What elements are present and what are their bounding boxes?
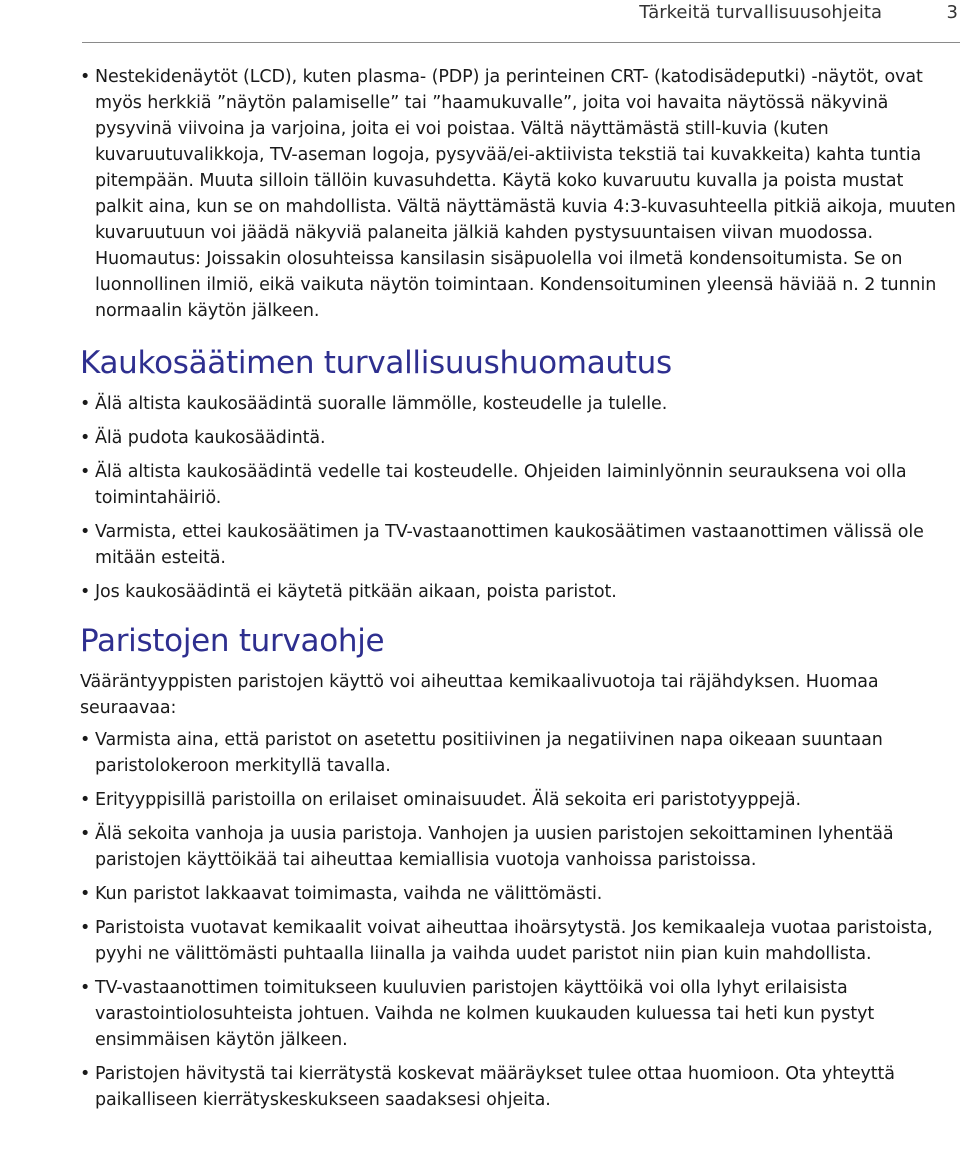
condensation-note: Huomautus: Joissakin olosuhteissa kansilasin sisäpuolella voi ilmetä kondensoitumista. Se on luonnollinen ilmiö, eikä vaikuta näytön toimintaan. Kondensoituminen yleensä häviää n. 2 tunnin normaalin käytön jälkeen. [95, 249, 937, 321]
battery-safety-list [80, 727, 956, 1113]
intro-list [80, 64, 956, 324]
list-item: • Älä sekoita vanhoja ja uusia paristoja. Vanhojen ja uusien paristojen sekoittaminen lyhentää paristojen käyttöikää tai aiheuttaa kemiallisia vuotoja vanhoissa paristoissa. [80, 821, 956, 873]
list-item: • Erityyppisillä paristoilla on erilaiset ominaisuudet. Älä sekoita eri paristotyyppejä. [80, 787, 956, 813]
list-item: • Jos kaukosäädintä ei käytetä pitkään aikaan, poista paristot. [80, 579, 956, 605]
list-item: • Kun paristot lakkaavat toimimasta, vaihda ne välittömästi. [80, 881, 956, 907]
remote-safety-heading: Kaukosäätimen turvallisuushuomautus [80, 345, 672, 381]
list-item: • Paristoista vuotavat kemikaalit voivat aiheuttaa ihoärsytystä. Jos kemikaaleja vuotaa paristoista, pyyhi ne välittömästi puhtaalla liinalla ja vaihda uudet paristot niin pian kuin mahdollista. [80, 915, 956, 967]
list-item: • TV-vastaanottimen toimitukseen kuuluvien paristojen käyttöikä voi olla lyhyt erilaisista varastointiolosuhteista johtuen. Vaihda ne kolmen kuukauden kuluessa tai heti kun pystyt ensimmäisen käytön jälkeen. [80, 975, 956, 1053]
intro-item-text: Nestekidenäytöt (LCD), kuten plasma- (PDP) ja perinteinen CRT- (katodisädeputki) -näytöt, ovat myös herkkiä ”näytön palamiselle” tai ”haamukuvalle”, joita voi havaita näytössä näkyvinä pysyvinä viivoina ja varjoina, joita ei voi poistaa. Vältä näyttämästä still-kuvia (kuten kuvaruutuvalikkoja, TV-aseman logoja, pysyvää/ei-aktiivista tekstiä tai kuvakkeita) kahta tuntia pitempään. Muuta silloin tällöin kuvasuhdetta. Käytä koko kuvaruutu kuvalla ja poista mustat palkit aina, kun se on mahdollista. Vältä näyttämästä kuvia 4:3-kuvasuhteella pitkiä aikoja, muuten kuvaruutuun voi jäädä näkyviä palaneita jälkiä kahden pystysuuntaisen viivan muodossa. [95, 67, 956, 243]
battery-safety-heading: Paristojen turvaohje [80, 623, 385, 659]
remote-safety-list [80, 391, 956, 605]
page-content [80, 64, 956, 1121]
list-item: • Varmista, ettei kaukosäätimen ja TV-vastaanottimen kaukosäätimen vastaanottimen välissä ole mitään esteitä. [80, 519, 956, 571]
battery-intro-paragraph: Vääräntyyppisten paristojen käyttö voi aiheuttaa kemikaalivuotoja tai räjähdyksen. Huomaa seuraavaa: [80, 672, 879, 718]
list-item: • Paristojen hävitystä tai kierrätystä koskevat määräykset tulee ottaa huomioon. Ota yhteyttä paikalliseen kierrätyskeskukseen saadaksesi ohjeita. [80, 1061, 956, 1113]
page-number: 3 [946, 2, 958, 23]
list-item: • Varmista aina, että paristot on asetettu positiivinen ja negatiivinen napa oikeaan suuntaan paristolokeroon merkityllä tavalla. [80, 727, 956, 779]
page-header [82, 0, 960, 43]
list-item: • Älä altista kaukosäädintä suoralle lämmölle, kosteudelle ja tulelle. [80, 391, 956, 417]
header-title: Tärkeitä turvallisuusohjeita [639, 2, 882, 23]
list-item: • Älä altista kaukosäädintä vedelle tai kosteudelle. Ohjeiden laiminlyönnin seurauksena voi olla toimintahäiriö. [80, 459, 956, 511]
intro-list-item [80, 64, 956, 324]
list-item: • Älä pudota kaukosäädintä. [80, 425, 956, 451]
